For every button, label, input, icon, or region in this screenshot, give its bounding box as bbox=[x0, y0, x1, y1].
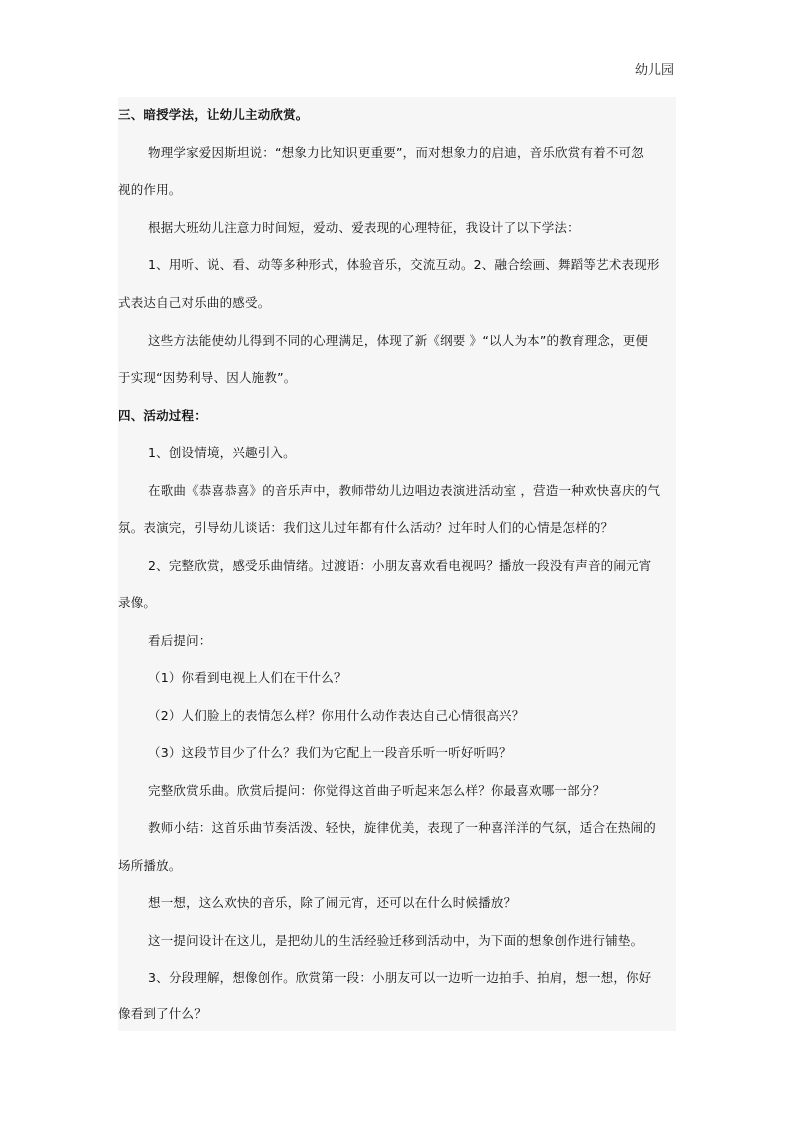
paragraph-line: 根据大班幼儿注意力时间短，爱动、爱表现的心理特征，我设计了以下学法： bbox=[148, 220, 580, 235]
section-heading: 四、活动过程： bbox=[118, 408, 207, 423]
list-item: （2）人们脸上的表情怎么样？你用什么动作表达自己心情很高兴？ bbox=[148, 708, 525, 723]
page-header-label: 幼儿园 bbox=[634, 63, 674, 78]
paragraph-line: 这些方法能使幼儿得到不同的心理满足，体现了新《纲要 》“以人为本”的教育理念，更便 bbox=[148, 333, 649, 348]
paragraph-line: 式表达自己对乐曲的感受。 bbox=[118, 295, 271, 310]
paragraph-line: 2、完整欣赏，感受乐曲情绪。过渡语：小朋友喜欢看电视吗？播放一段没有声音的闹元宵 bbox=[148, 558, 652, 573]
paragraph-line: 想一想，这么欢快的音乐，除了闹元宵，还可以在什么时候播放？ bbox=[148, 895, 517, 910]
paragraph-line: 在歌曲《恭喜恭喜》的音乐声中，教师带幼儿边唱边表演进活动室 ，营造一种欢快喜庆的气 bbox=[148, 483, 661, 498]
paragraph-line: 1、用听、说、看、动等多种形式，体验音乐，交流互动。2、融合绘画、舞蹈等艺术表现形 bbox=[148, 257, 660, 272]
paragraph-line: 1、创设情境，兴趣引入。 bbox=[148, 445, 296, 460]
paragraph-line: 录像。 bbox=[118, 595, 157, 610]
paragraph-line: 于实现“因势利导、因人施教”。 bbox=[118, 370, 297, 385]
section-heading: 三、暗授学法，让幼儿主动欣赏。 bbox=[118, 107, 309, 122]
paragraph-line: 3、分段理解，想像创作。欣赏第一段：小朋友可以一边听一边拍手、拍肩，想一想，你好 bbox=[148, 970, 652, 985]
paragraph-line: 教师小结：这首乐曲节奏活泼、轻快，旋律优美，表现了一种喜洋洋的气氛，适合在热闹的 bbox=[148, 820, 657, 835]
paragraph-line: 这一提问设计在这儿，是把幼儿的生活经验迁移到活动中，为下面的想象创作进行铺垫。 bbox=[148, 933, 644, 948]
paragraph-line: 氛。表演完，引导幼儿谈话：我们这儿过年都有什么活动？过年时人们的心情是怎样的？ bbox=[118, 520, 614, 535]
list-item: （3）这段节目少了什么？我们为它配上一段音乐听一听好听吗？ bbox=[148, 745, 512, 760]
paragraph-line: 完整欣赏乐曲。欣赏后提问：你觉得这首曲子听起来怎么样？你最喜欢哪一部分？ bbox=[148, 783, 606, 798]
paragraph-line: 像看到了什么？ bbox=[118, 1006, 207, 1021]
paragraph-line: 视的作用。 bbox=[118, 182, 182, 197]
paragraph-line: 物理学家爱因斯坦说：“想象力比知识更重要”，而对想象力的启迪，音乐欣赏有着不可忽 bbox=[148, 145, 644, 160]
paragraph-line: 看后提问： bbox=[148, 633, 212, 648]
paragraph-line: 场所播放。 bbox=[118, 858, 182, 873]
list-item: （1）你看到电视上人们在干什么？ bbox=[148, 670, 347, 685]
document-body bbox=[118, 97, 676, 1031]
